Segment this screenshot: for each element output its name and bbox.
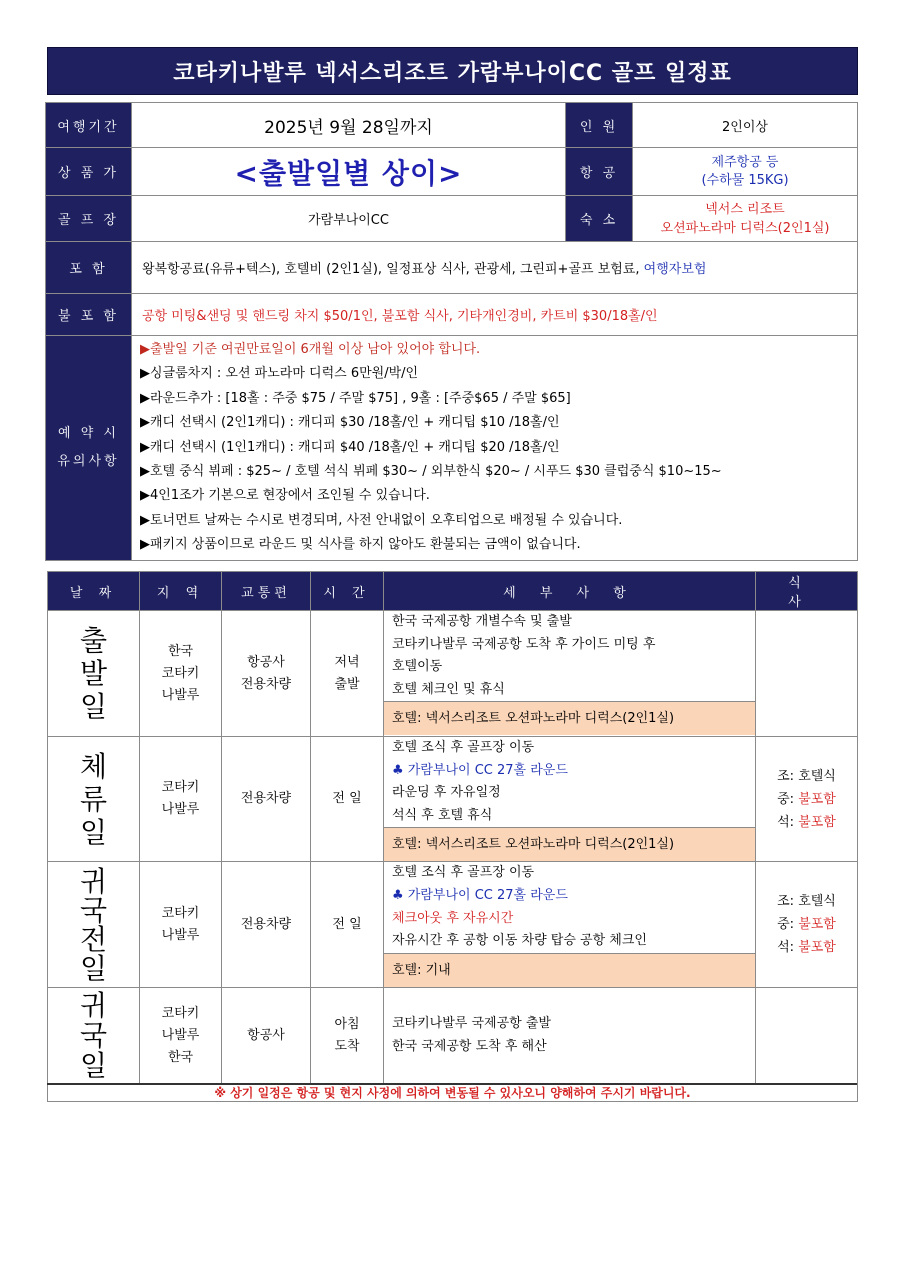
price-label: 상 품 가 — [46, 148, 132, 196]
price-value: <출발일별 상이> — [234, 156, 463, 190]
header-details: 세 부 사 항 — [384, 572, 756, 611]
meals-cell: 조: 호텔식 중: 불포함 석: 불포함 — [756, 737, 858, 862]
header-transport: 교통편 — [222, 572, 311, 611]
note-item: ▶4인1조가 기본으로 현장에서 조인될 수 있습니다. — [140, 488, 430, 504]
detail-line-golf: ♣ 가람부나이 CC 27홀 라운드 — [392, 762, 568, 778]
header-time: 시 간 — [311, 572, 384, 611]
day-label: 체 류 일 — [48, 737, 140, 862]
detail-line: 호텔 조식 후 골프장 이동 — [392, 865, 535, 881]
detail-line: 한국 국제공항 개별수속 및 출발 — [392, 614, 572, 629]
detail-line: 호텔 체크인 및 휴식 — [392, 681, 505, 697]
period-value: 2025년 9월 28일까지 — [132, 103, 566, 148]
notes-label-line2: 유의사항 — [57, 453, 120, 469]
info-table — [45, 102, 858, 561]
include-label: 포 함 — [46, 242, 132, 294]
baggage-value: (수하물 15KG) — [701, 172, 789, 188]
lodging-value: 넥서스 리조트 — [705, 201, 785, 217]
schedule-table — [47, 571, 858, 1102]
transport-cell: 전용차량 — [222, 862, 311, 988]
detail-line: 호텔 조식 후 골프장 이동 — [392, 740, 535, 755]
note-item: ▶호텔 중식 뷔페 : $25~ / 호텔 석식 뷔페 $30~ / 외부한식 $20~ / 시푸드 $30 클럽중식 $10~15~ — [140, 464, 722, 480]
golf-course-label: 골 프 장 — [46, 196, 132, 242]
day-label: 귀 국 전 일 — [48, 862, 140, 988]
transport-cell: 항공사 — [222, 988, 311, 1084]
people-value: 2인이상 — [633, 103, 858, 148]
include-insurance: 여행자보험 — [643, 262, 707, 277]
notes-list — [132, 336, 858, 561]
notes-label-line1: 예 약 시 — [58, 425, 119, 441]
time-cell: 전 일 — [311, 737, 384, 862]
meals-cell: 조: 호텔식 중: 불포함 석: 불포함 — [756, 862, 858, 988]
footnote: ※ 상기 일정은 항공 및 현지 사정에 의하여 변동될 수 있사오니 양해하여 주시기 바랍니다. — [48, 1084, 858, 1102]
details-cell — [384, 611, 756, 737]
details-cell — [384, 862, 756, 988]
header-region: 지 역 — [140, 572, 222, 611]
exclude-value: 공항 미팅&샌딩 및 핸드링 차지 $50/1인, 불포함 식사, 기타개인경비, 카트비 $30/18홀/인 — [132, 294, 858, 336]
airline-value: 제주항공 등 — [711, 154, 779, 170]
bottom-rule — [47, 1083, 857, 1085]
note-item: ▶패키지 상품이므로 라운드 및 식사를 하지 않아도 환불되는 금액이 없습니다. — [140, 537, 581, 553]
people-label: 인 원 — [566, 103, 633, 148]
header-date: 날 짜 — [48, 572, 140, 611]
region-cell: 코타키 나발루 한국 — [140, 988, 222, 1084]
transport-cell: 항공사 전용차량 — [222, 611, 311, 737]
header-meals: 식 사 — [756, 572, 858, 611]
day-label: 귀 국 일 — [48, 988, 140, 1084]
note-item: ▶캐디 선택시 (1인1캐디) : 캐디피 $40 /18홀/인 + 캐디팁 $20 /18홀/인 — [140, 439, 560, 455]
exclude-label: 불 포 함 — [46, 294, 132, 336]
golf-course-value: 가람부나이CC — [132, 196, 566, 242]
details-cell — [384, 737, 756, 862]
detail-line: 코타키나발루 국제공항 출발 — [392, 1016, 551, 1032]
include-value: 왕복항공료(유류+텍스), 호텔비 (2인1실), 일정표상 식사, 관광세, 그린피+골프 보험료, — [142, 262, 644, 277]
time-cell: 저녁 출발 — [311, 611, 384, 737]
document-title: 코타키나발루 넥서스리조트 가람부나이CC 골프 일정표 — [47, 47, 858, 95]
detail-line: 한국 국제공항 도착 후 해산 — [392, 1038, 547, 1054]
region-cell: 코타키 나발루 — [140, 737, 222, 862]
details-cell — [384, 988, 756, 1084]
detail-line: 라운딩 후 자유일정 — [392, 785, 501, 801]
airline-label: 항 공 — [566, 148, 633, 196]
transport-cell: 전용차량 — [222, 737, 311, 862]
note-item: ▶싱글룸차지 : 오션 파노라마 디럭스 6만원/박/인 — [140, 366, 419, 382]
note-item: ▶캐디 선택시 (2인1캐디) : 캐디피 $30 /18홀/인 + 캐디팁 $10 /18홀/인 — [140, 415, 560, 431]
detail-line-checkout: 체크아웃 후 자유시간 — [392, 910, 514, 926]
detail-line: 자유시간 후 공항 이동 차량 탑승 공항 체크인 — [392, 933, 647, 949]
period-label: 여행기간 — [46, 103, 132, 148]
time-cell: 전 일 — [311, 862, 384, 988]
region-cell: 코타키 나발루 — [140, 862, 222, 988]
hotel-line: 호텔: 기내 — [384, 953, 755, 987]
note-item: ▶토너먼트 날짜는 수시로 변경되며, 사전 안내없이 오후티업으로 배정될 수 있습니다. — [140, 512, 623, 528]
hotel-line: 호텔: 넥서스리조트 오션파노라마 디럭스(2인1실) — [384, 701, 755, 735]
detail-line: 석식 후 호텔 휴식 — [392, 807, 493, 823]
room-type-value: 오션파노라마 디럭스(2인1실) — [660, 220, 830, 236]
note-item: ▶출발일 기준 여권만료일이 6개월 이상 남아 있어야 합니다. — [140, 342, 481, 357]
hotel-line: 호텔: 넥서스리조트 오션파노라마 디럭스(2인1실) — [384, 827, 755, 861]
note-item: ▶라운드추가 : [18홀 : 주중 $75 / 주말 $75] , 9홀 : [주중$65 / 주말 $65] — [140, 390, 571, 406]
meals-cell — [756, 988, 858, 1084]
day-label: 출 발 일 — [48, 611, 140, 737]
detail-line-golf: ♣ 가람부나이 CC 27홀 라운드 — [392, 887, 568, 903]
region-cell: 한국 코타키 나발루 — [140, 611, 222, 737]
detail-line: 코타키나발루 국제공항 도착 후 가이드 미팅 후 — [392, 636, 656, 652]
detail-line: 호텔이동 — [392, 659, 443, 675]
lodging-label: 숙 소 — [566, 196, 633, 242]
time-cell: 아침 도착 — [311, 988, 384, 1084]
meals-cell — [756, 611, 858, 737]
